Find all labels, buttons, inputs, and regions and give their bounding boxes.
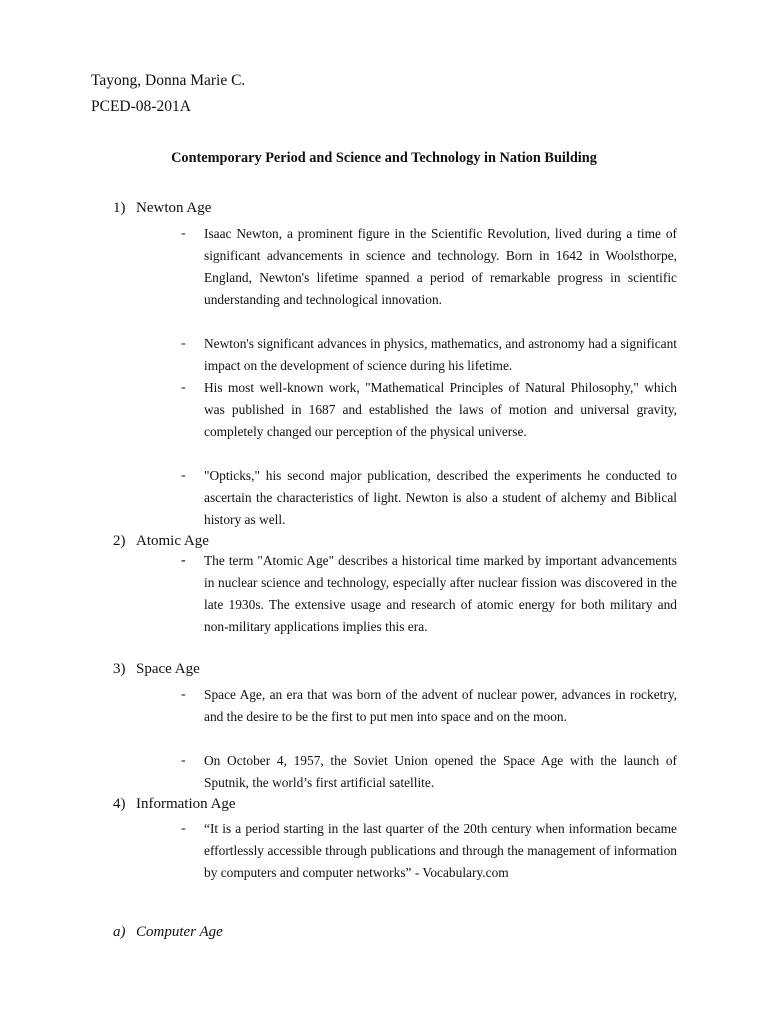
bullet-text: Space Age, an era that was born of the advent of nuclear power, advances in rocketry, and the desire to be the first to put men into space and on the moon. (204, 687, 677, 724)
list-item (181, 684, 677, 728)
subsection-heading-computer-age (113, 924, 223, 941)
section-heading-newton-age (113, 200, 211, 217)
list-item (181, 223, 677, 311)
list-item (181, 465, 677, 531)
section-number: 4) (113, 796, 126, 812)
bullet-dash: - (181, 468, 186, 483)
list-item (181, 818, 677, 884)
bullet-dash: - (181, 821, 186, 836)
bullet-dash: - (181, 226, 186, 241)
document-title: Contemporary Period and Science and Technology in Nation Building (171, 150, 597, 166)
bullet-text: Isaac Newton, a prominent figure in the Scientific Revolution, lived during a time of significant advancements in science and technology. Born in 1642 in Woolsthorpe, England, Newton's lifetime spanned a period of remarkable progress in scientific understanding and technological innovation. (204, 226, 677, 307)
section-heading-atomic-age (113, 533, 209, 550)
section-code: PCED-08-201A (91, 98, 191, 115)
list-item (181, 333, 677, 377)
bullet-dash: - (181, 753, 186, 768)
section-title: Newton Age (136, 200, 212, 216)
bullet-text: “It is a period starting in the last quarter of the 20th century when information became effortlessly accessible through publications and through the management of information by computers and computer networks” - Vocabulary.com (204, 821, 677, 880)
list-item (181, 377, 677, 443)
bullet-dash: - (181, 553, 186, 568)
bullet-text: On October 4, 1957, the Soviet Union opened the Space Age with the launch of Sputnik, the world’s first artificial satellite. (204, 753, 677, 790)
bullet-text: "Opticks," his second major publication, described the experiments he conducted to ascertain the characteristics of light. Newton is also a student of alchemy and Biblical history as well. (204, 468, 677, 527)
section-number: 3) (113, 661, 126, 677)
section-title: Atomic Age (136, 533, 209, 549)
section-heading-space-age (113, 661, 200, 678)
bullet-dash: - (181, 380, 186, 395)
bullet-text: The term "Atomic Age" describes a historical time marked by important advancements in nuclear science and technology, especially after nuclear fission was discovered in the late 1930s. The extensive usage and research of atomic energy for both military and non-military applications implies this era. (204, 553, 677, 634)
bullet-dash: - (181, 336, 186, 351)
subsection-title: Computer Age (136, 924, 223, 940)
section-title: Information Age (136, 796, 236, 812)
author-name: Tayong, Donna Marie C. (91, 72, 246, 89)
section-heading-information-age (113, 796, 236, 813)
subsection-number: a) (113, 924, 126, 940)
section-number: 1) (113, 200, 126, 216)
section-title: Space Age (136, 661, 200, 677)
bullet-text: Newton's significant advances in physics, mathematics, and astronomy had a significant impact on the development of science during his lifetime. (204, 336, 677, 373)
bullet-text: His most well-known work, "Mathematical Principles of Natural Philosophy," which was published in 1687 and established the laws of motion and universal gravity, completely changed our perception of the physical universe. (204, 380, 677, 439)
list-item (181, 750, 677, 794)
bullet-dash: - (181, 687, 186, 702)
section-number: 2) (113, 533, 126, 549)
list-item (181, 550, 677, 638)
